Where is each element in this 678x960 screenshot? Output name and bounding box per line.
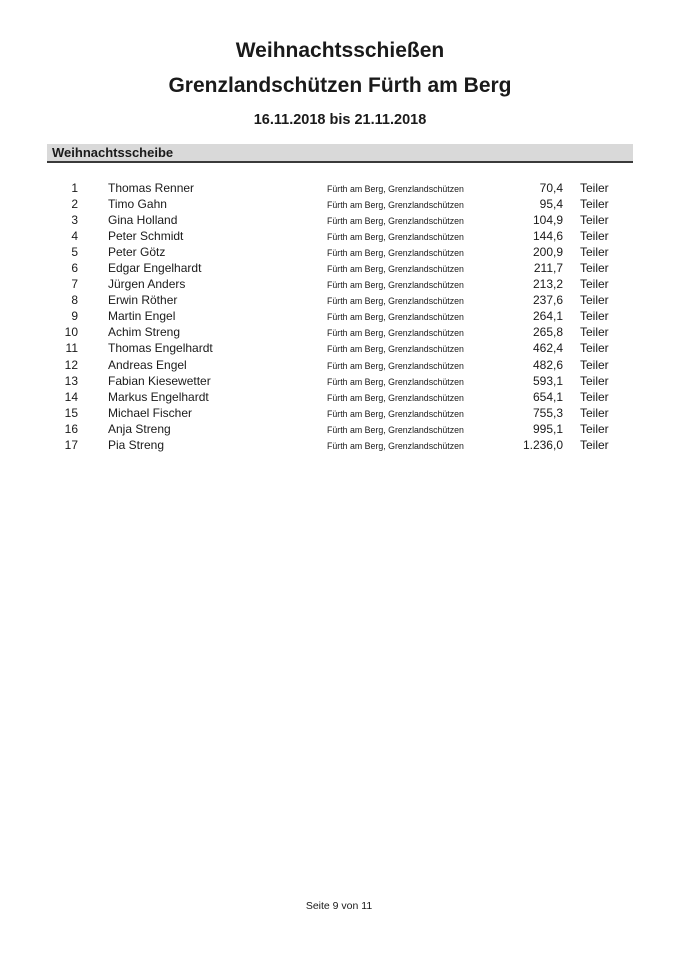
club-cell: Fürth am Berg, Grenzlandschützen (327, 296, 464, 307)
shooter-name-cell: Andreas Engel (108, 357, 187, 372)
score-cell: 211,7 (533, 260, 563, 275)
results-table (47, 180, 633, 454)
table-row (47, 405, 633, 421)
document-title: Weihnachtsschießen (235, 39, 445, 62)
rank-cell: 16 (64, 421, 78, 436)
shooter-name-cell: Thomas Renner (108, 180, 195, 195)
table-row (47, 437, 633, 453)
club-cell: Fürth am Berg, Grenzlandschützen (327, 360, 464, 371)
shooter-name-cell: Thomas Engelhardt (108, 341, 213, 356)
table-row (47, 357, 633, 373)
rank-cell: 17 (64, 438, 78, 452)
rank-cell: 1 (71, 180, 78, 195)
club-cell: Fürth am Berg, Grenzlandschützen (327, 328, 464, 339)
date-range: 16.11.2018 bis 21.11.2018 (253, 112, 427, 128)
rank-cell: 9 (71, 309, 78, 324)
shooter-name-cell: Timo Gahn (108, 196, 167, 211)
score-cell: 654,1 (532, 389, 563, 404)
score-cell: 213,2 (532, 277, 563, 292)
table-row (47, 260, 633, 276)
shooter-name-cell: Peter Schmidt (108, 228, 184, 243)
unit-cell: Teiler (580, 325, 609, 340)
score-cell: 264,1 (532, 309, 563, 324)
score-cell: 95,4 (539, 196, 563, 211)
table-row (47, 340, 633, 356)
club-cell: Fürth am Berg, Grenzlandschützen (327, 231, 464, 242)
document-subtitle: Grenzlandschützen Fürth am Berg (168, 74, 512, 97)
shooter-name-cell: Achim Streng (108, 325, 181, 340)
table-row (47, 244, 633, 260)
shooter-name-cell: Anja Streng (108, 421, 171, 436)
table-row (47, 228, 633, 244)
unit-cell: Teiler (580, 180, 609, 195)
shooter-name-cell: Fabian Kiesewetter (108, 373, 211, 388)
table-row (47, 276, 633, 292)
club-cell: Fürth am Berg, Grenzlandschützen (327, 280, 464, 291)
score-cell: 995,1 (532, 421, 563, 436)
shooter-name-cell: Michael Fischer (108, 405, 193, 420)
shooter-name-cell: Markus Engelhardt (108, 389, 209, 404)
score-cell: 70,4 (539, 180, 563, 195)
unit-cell: Teiler (580, 341, 609, 356)
shooter-name-cell: Gina Holland (108, 212, 178, 227)
club-cell: Fürth am Berg, Grenzlandschützen (327, 441, 464, 451)
club-cell: Fürth am Berg, Grenzlandschützen (327, 215, 464, 226)
table-row (47, 324, 633, 340)
rank-cell: 10 (64, 325, 78, 340)
unit-cell: Teiler (580, 196, 609, 211)
unit-cell: Teiler (580, 357, 609, 372)
shooter-name-cell: Pia Streng (108, 438, 165, 452)
club-cell: Fürth am Berg, Grenzlandschützen (327, 312, 464, 323)
table-row (47, 308, 633, 324)
club-cell: Fürth am Berg, Grenzlandschützen (327, 247, 464, 258)
score-cell: 237,6 (532, 293, 563, 308)
rank-cell: 3 (71, 212, 78, 227)
rank-cell: 7 (71, 277, 78, 292)
club-cell: Fürth am Berg, Grenzlandschützen (327, 408, 464, 419)
section-header-bar (47, 144, 633, 163)
shooter-name-cell: Martin Engel (108, 309, 176, 324)
score-cell: 593,1 (532, 373, 563, 388)
rank-cell: 11 (65, 341, 78, 356)
shooter-name-cell: Jürgen Anders (108, 277, 186, 292)
unit-cell: Teiler (580, 260, 609, 275)
score-cell: 482,6 (532, 357, 563, 372)
score-cell: 200,9 (532, 244, 563, 259)
score-cell: 144,6 (532, 228, 563, 243)
unit-cell: Teiler (580, 309, 609, 324)
document-content (47, 0, 633, 453)
unit-cell: Teiler (580, 244, 609, 259)
table-row (47, 212, 633, 228)
table-row (47, 180, 633, 196)
rank-cell: 13 (64, 373, 78, 388)
score-cell: 265,8 (532, 325, 563, 340)
rank-cell: 12 (64, 357, 78, 372)
rank-cell: 4 (71, 228, 78, 243)
rank-cell: 8 (71, 293, 78, 308)
unit-cell: Teiler (580, 421, 609, 436)
unit-cell: Teiler (580, 405, 609, 420)
unit-cell: Teiler (580, 293, 609, 308)
score-cell: 1.236,0 (522, 438, 563, 452)
rank-cell: 15 (64, 405, 78, 420)
score-cell: 462,4 (532, 341, 563, 356)
club-cell: Fürth am Berg, Grenzlandschützen (327, 376, 464, 387)
unit-cell: Teiler (580, 212, 609, 227)
unit-cell: Teiler (580, 277, 609, 292)
rank-cell: 5 (71, 244, 78, 259)
club-cell: Fürth am Berg, Grenzlandschützen (327, 183, 464, 194)
club-cell: Fürth am Berg, Grenzlandschützen (327, 424, 464, 435)
club-cell: Fürth am Berg, Grenzlandschützen (327, 199, 464, 210)
unit-cell: Teiler (580, 373, 609, 388)
club-cell: Fürth am Berg, Grenzlandschützen (327, 392, 464, 403)
score-cell: 755,3 (532, 405, 563, 420)
table-row (47, 421, 633, 437)
table-row (47, 373, 633, 389)
score-cell: 104,9 (532, 212, 563, 227)
table-row (47, 389, 633, 405)
table-row (47, 292, 633, 308)
shooter-name-cell: Erwin Röther (108, 293, 178, 308)
rank-cell: 6 (71, 260, 78, 275)
unit-cell: Teiler (580, 438, 609, 452)
page-indicator: Seite 9 von 11 (305, 900, 373, 912)
club-cell: Fürth am Berg, Grenzlandschützen (327, 344, 464, 355)
unit-cell: Teiler (580, 228, 609, 243)
unit-cell: Teiler (580, 389, 609, 404)
rank-cell: 2 (71, 196, 78, 211)
rank-cell: 14 (64, 389, 78, 404)
shooter-name-cell: Edgar Engelhardt (108, 260, 202, 275)
table-row (47, 196, 633, 212)
section-title: Weihnachtsscheibe (52, 144, 174, 160)
club-cell: Fürth am Berg, Grenzlandschützen (327, 263, 464, 274)
shooter-name-cell: Peter Götz (108, 244, 166, 259)
